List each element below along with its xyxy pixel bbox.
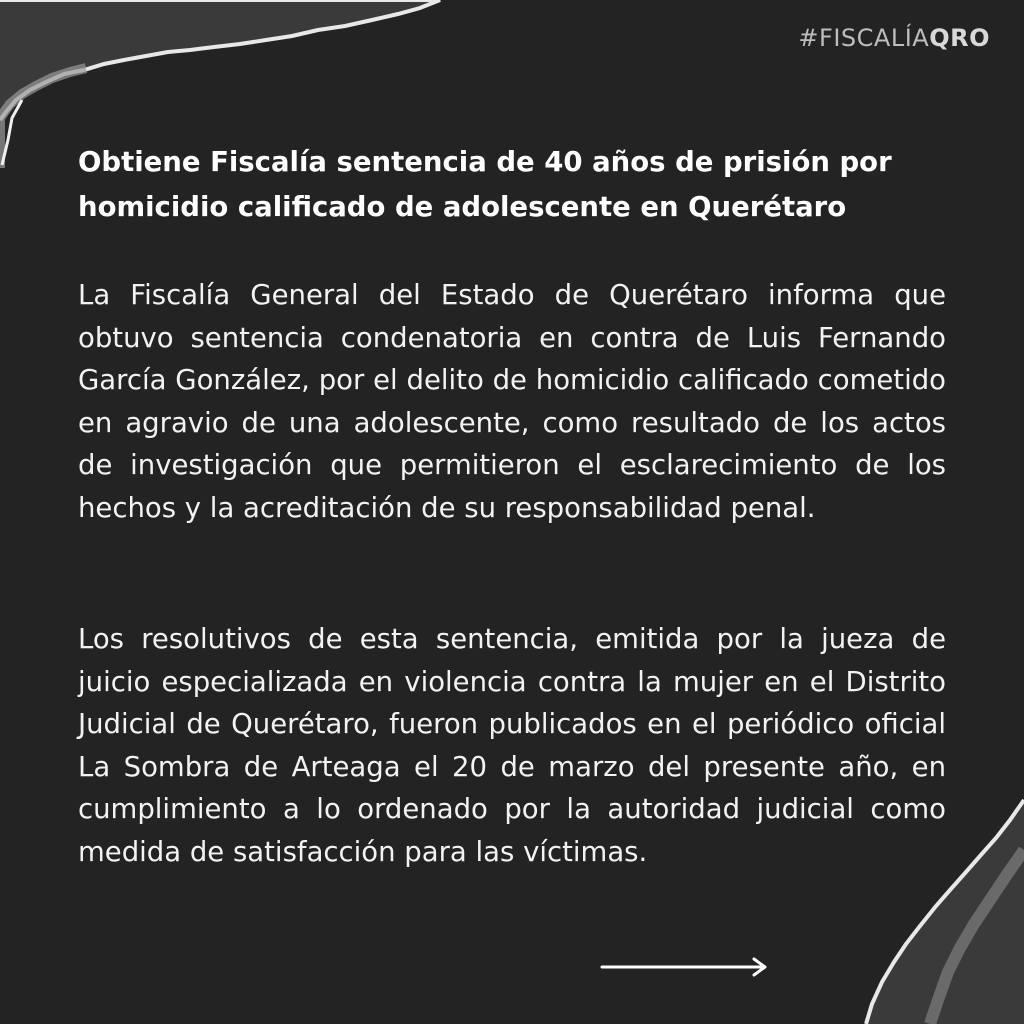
article-title: Obtiene Fiscalía sentencia de 40 años de prisión por homicidio calificado de adolescente en Querétaro (78, 146, 892, 223)
hashtag-prefix: #FISCALÍA (798, 24, 930, 52)
brand-hashtag (798, 24, 990, 52)
article-paragraph-1: La Fiscalía General del Estado de Querétaro informa que obtuvo sentencia condenatoria en contra de Luis Fernando García González, por el delito de homicidio calificado cometido en agravio de una adolescente, como resultado de los actos de investigación que permitieron el esclarecimiento de los hechos y la acreditación de su responsabilidad penal. (78, 279, 946, 524)
article-paragraph-2: Los resolutivos de esta sentencia, emitida por la jueza de juicio especializada en violencia contra la mujer en el Distrito Judicial de Querétaro, fueron publicados en el periódico oficial La Sombra de Arteaga el 20 de marzo del presente año, en cumplimiento a lo ordenado por la autoridad judicial como medida de satisfacción para las víctimas. (78, 623, 946, 868)
hashtag-suffix: QRO (929, 24, 990, 52)
arrow-right-icon[interactable] (600, 956, 770, 978)
